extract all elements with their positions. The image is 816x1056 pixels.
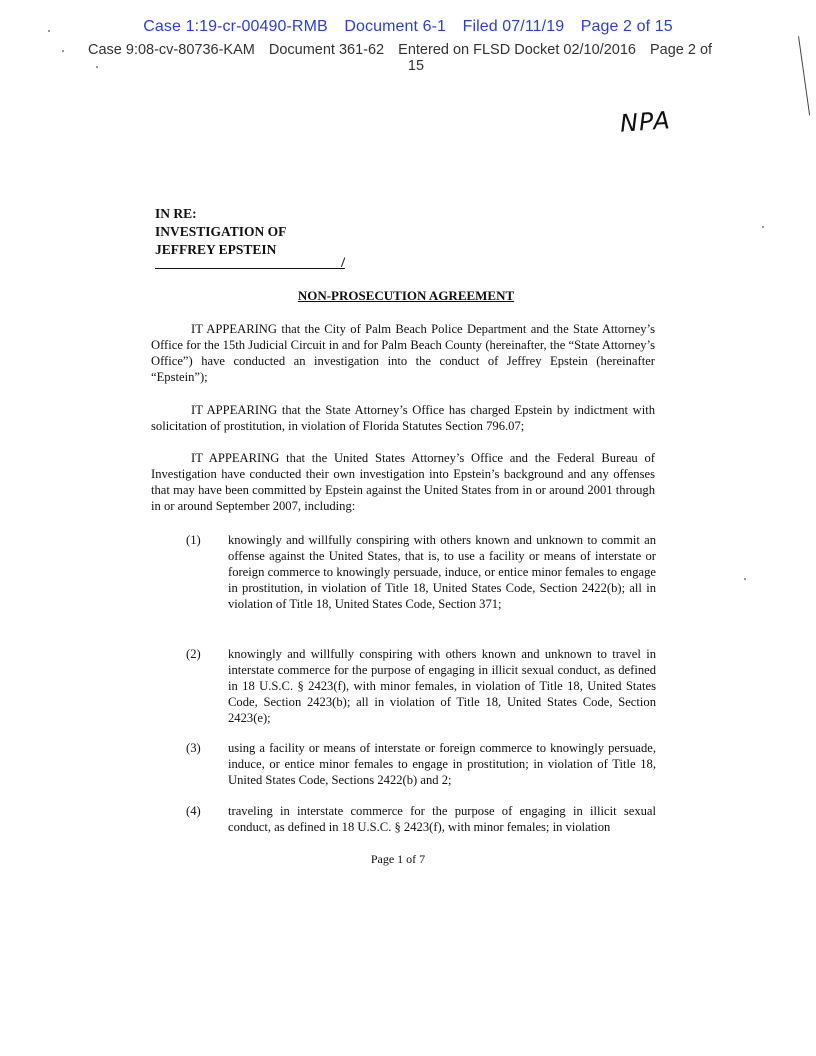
flsd-page-total: 15 <box>407 58 425 74</box>
list-item-number: (2) <box>186 647 201 661</box>
page-footer: Page 1 of 7 <box>370 852 426 866</box>
list-item-number: (1) <box>186 533 201 547</box>
list-item-number: (3) <box>186 741 201 755</box>
list-item-text: traveling in interstate commerce for the purpose of engaging in illicit sexual conduct, as defined in 18 U.S.C. § 2423(f), with minor females; in violation <box>228 804 656 834</box>
flsd-document-number: Document 361-62 <box>268 42 385 58</box>
flsd-header <box>88 42 748 74</box>
caption-slash: / <box>341 255 346 271</box>
scan-speck <box>62 50 64 52</box>
flsd-entered-date: Entered on FLSD Docket 02/10/2016 <box>398 42 636 58</box>
scan-speck <box>48 30 50 32</box>
list-item <box>186 740 656 788</box>
document-title: NON-PROSECUTION AGREEMENT <box>297 288 515 303</box>
list-item-text: knowingly and willfully conspiring with others known and unknown to travel in interstate commerce for the purpose of engaging in illicit sexual conduct, as defined in 18 U.S.C. § 2423(f), with minor females, in violation of Title 18, United States Code, Section 2423(b); all in violation of Title 18, United States Code, Section 2423(e); <box>228 647 656 725</box>
paragraph: IT APPEARING that the United States Attorney’s Office and the Federal Bureau of Investigation have conducted their own investigation into Epstein’s background and any offenses that may have been committed by Epstein against the United States from in or around 2001 through in or around September 2007, including: <box>151 451 655 513</box>
list-item-number: (4) <box>186 804 201 818</box>
flsd-page-number: Page 2 of <box>649 42 713 58</box>
list-item <box>186 646 656 726</box>
ecf-document-number: Document 6-1 <box>344 18 447 35</box>
list-item <box>186 803 656 835</box>
caption-line-1: IN RE: <box>155 206 197 221</box>
paragraph: IT APPEARING that the City of Palm Beach Police Department and the State Attorney’s Office for the 15th Judicial Circuit in and for Palm Beach County (hereinafter, the “State Attorney’s Office”) have conducted an investigation into the conduct of Jeffrey Epstein (hereinafter “Epstein”); <box>151 322 655 384</box>
ecf-header <box>0 18 816 36</box>
flsd-case-number: Case 9:08-cv-80736-KAM <box>88 42 255 58</box>
ecf-page-number: Page 2 of 15 <box>580 18 673 35</box>
list-item-text: using a facility or means of interstate or foreign commerce to knowingly persuade, induce, or entice minor females to engage in prostitution; in violation of Title 18, United States Code, Sections 2422(b) and 2; <box>228 741 656 787</box>
list-item-text: knowingly and willfully conspiring with others known and unknown to commit an offense against the United States, that is, to use a facility or means of interstate or foreign commerce to knowingly persuade, induce, or entice minor females to engage in prostitution, in violation of Title 18, United States Code, Section 2422(b); all in violation of Title 18, United States Code, Section 371; <box>228 533 656 611</box>
caption-underline <box>155 268 345 269</box>
caption-line-3: JEFFREY EPSTEIN <box>155 242 277 257</box>
ecf-case-number: Case 1:19-cr-00490-RMB <box>143 18 328 35</box>
scan-speck <box>96 66 98 68</box>
case-caption <box>155 205 286 259</box>
scan-speck <box>762 226 764 228</box>
caption-line-2: INVESTIGATION OF <box>155 224 287 239</box>
ecf-filed-date: Filed 07/11/19 <box>462 18 565 35</box>
handwritten-note: NPA <box>619 106 672 138</box>
scan-edge-mark <box>798 36 812 116</box>
paragraph: IT APPEARING that the State Attorney’s Office has charged Epstein by indictment with solicitation of prostitution, in violation of Florida Statutes Section 796.07; <box>151 403 655 433</box>
scan-speck <box>744 578 746 580</box>
list-item <box>186 532 656 612</box>
